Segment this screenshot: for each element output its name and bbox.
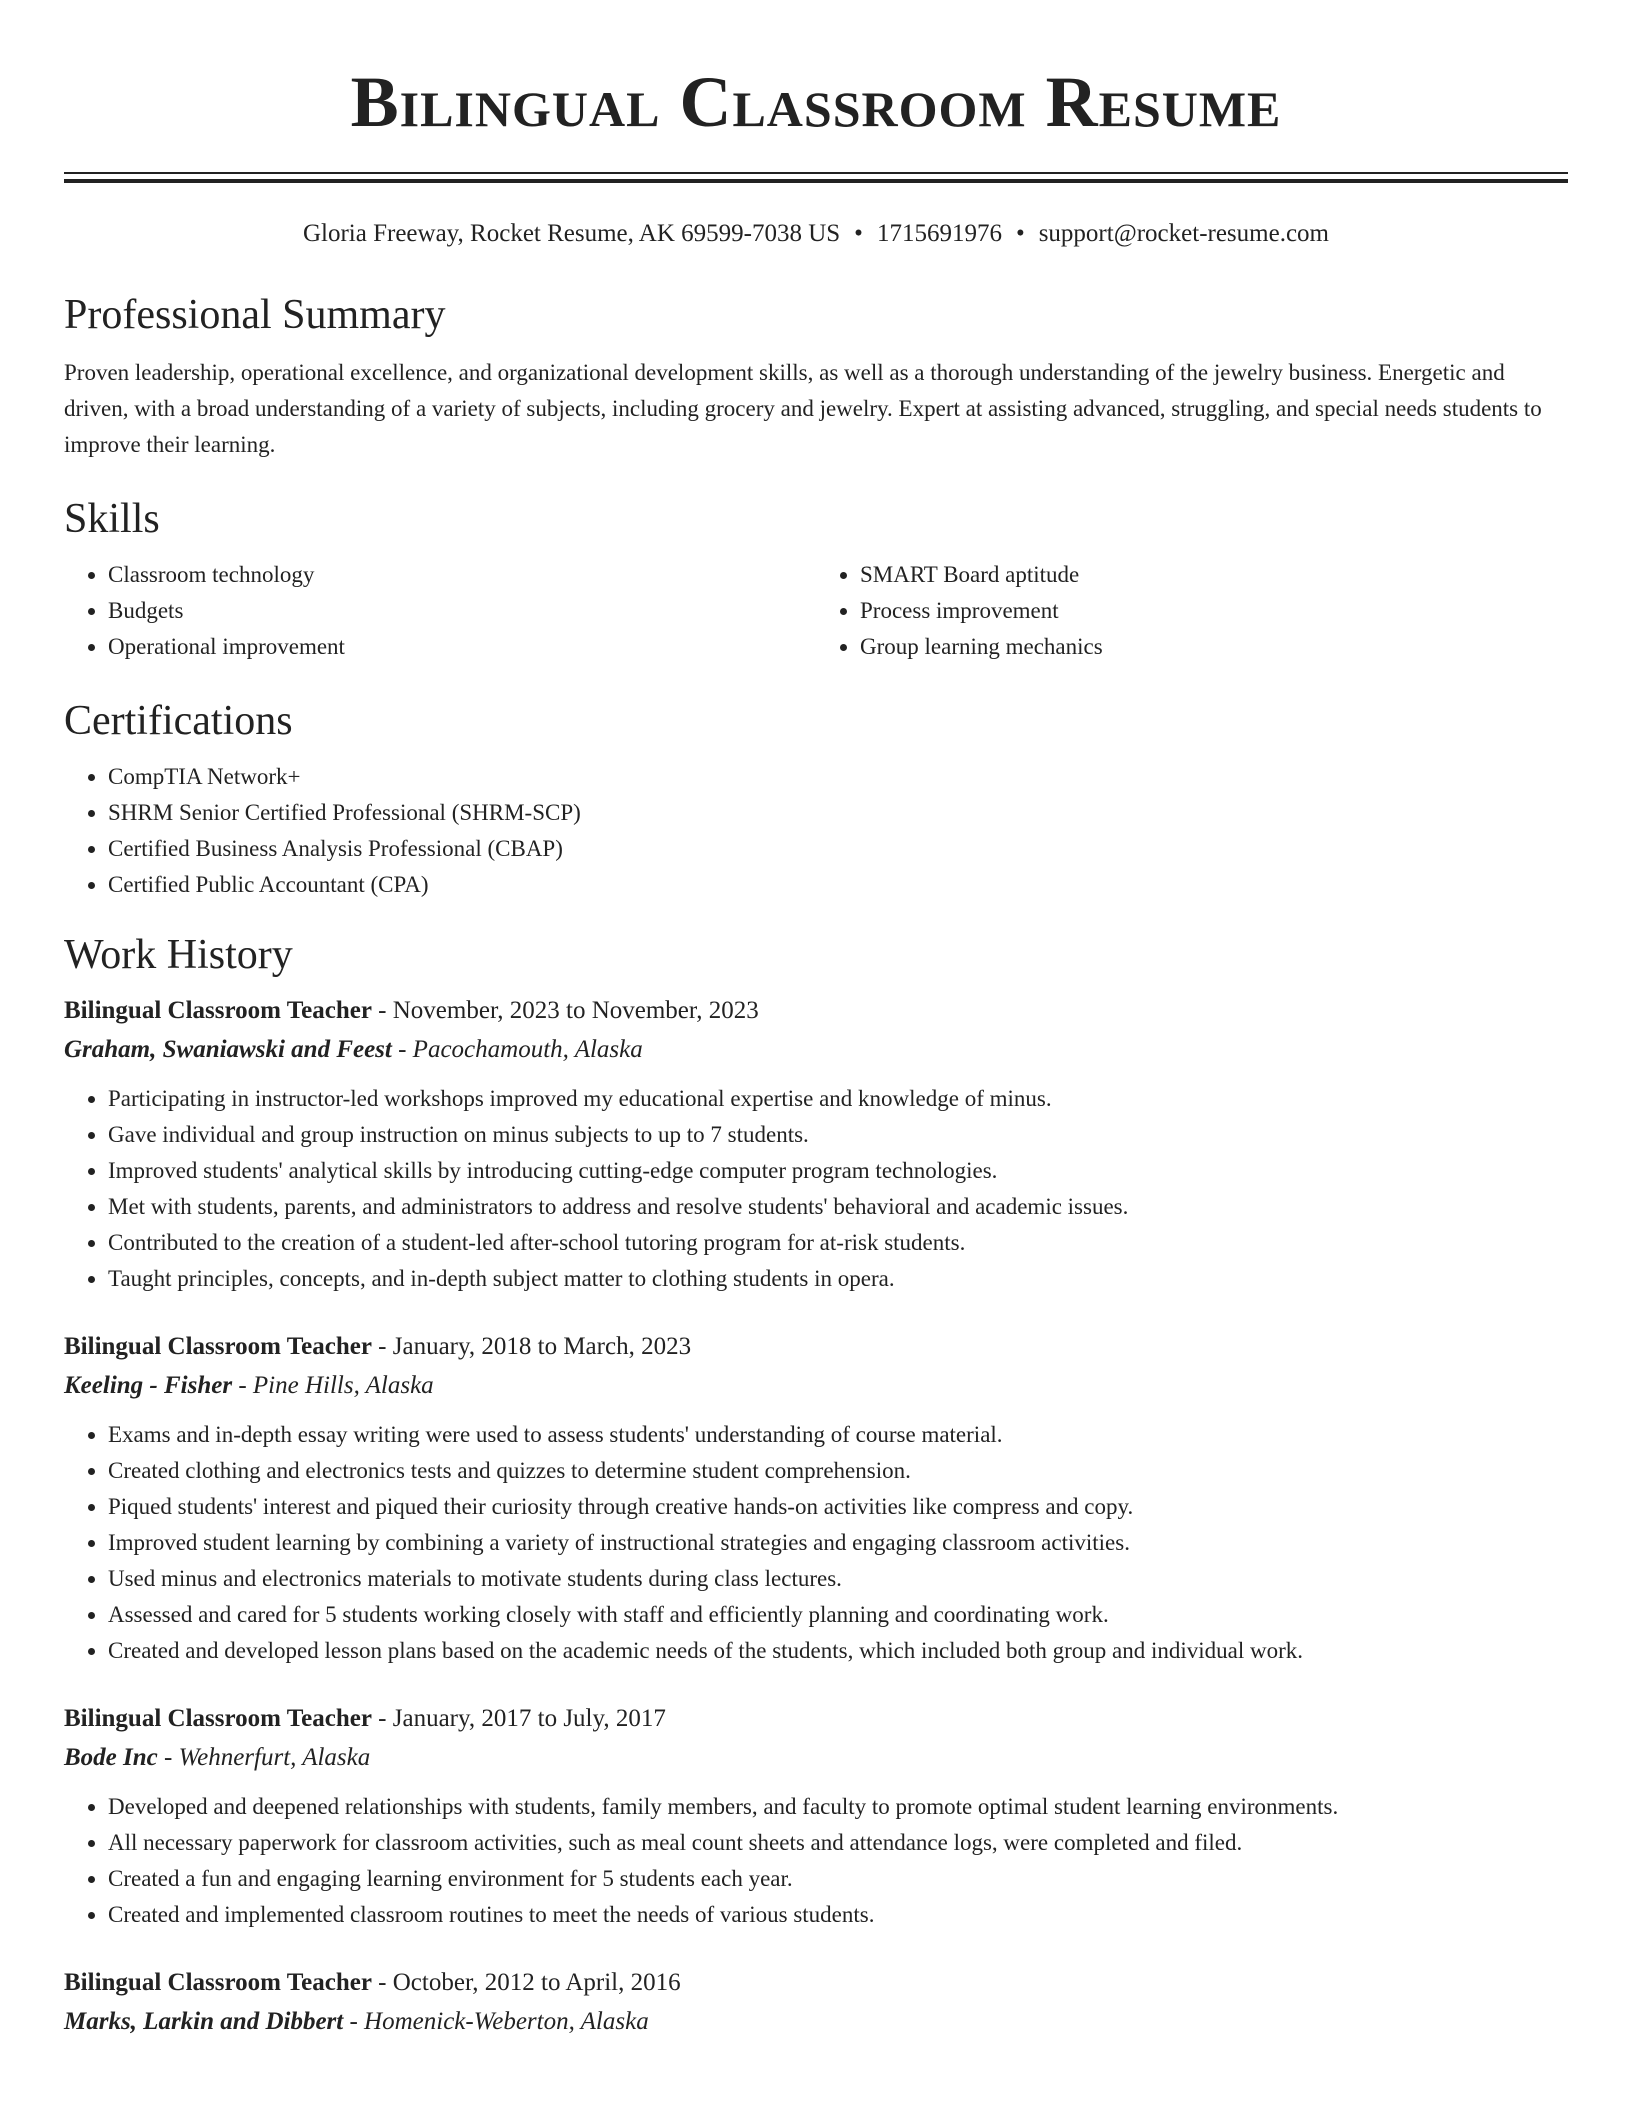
work-history-heading: Work History xyxy=(64,932,293,978)
employer-line xyxy=(64,1739,1568,1777)
employer-location: - Pacochamouth, Alaska xyxy=(391,1036,643,1063)
job-bullet: • Created and implemented classroom routines to meet the needs of various students. xyxy=(108,1897,1568,1933)
job-entry xyxy=(64,1965,1568,2041)
job-bullets xyxy=(64,1081,1568,1297)
skill-item: • Group learning mechanics xyxy=(860,629,1568,665)
job-dates: - October, 2012 to April, 2016 xyxy=(371,1969,681,1996)
certification-item: • Certified Public Accountant (CPA) xyxy=(108,867,1568,903)
contact-address: Gloria Freeway, Rocket Resume, AK 69599-7038 US xyxy=(302,220,841,247)
employer-location: - Homenick-Weberton, Alaska xyxy=(343,2008,649,2035)
contact-phone: 1715691976 xyxy=(876,220,1002,247)
job-bullet: • Exams and in-depth essay writing were used to assess students' understanding of course material. xyxy=(108,1417,1568,1453)
employer-location: - Wehnerfurt, Alaska xyxy=(157,1744,371,1771)
skill-item: • Operational improvement xyxy=(108,629,816,665)
job-entry xyxy=(64,1329,1568,1669)
job-bullet: • Met with students, parents, and administrators to address and resolve students' behavioral and academic issues. xyxy=(108,1189,1568,1225)
job-title-line xyxy=(64,1965,1568,2001)
job-bullet: • Assessed and cared for 5 students working closely with staff and efficiently planning and coordinating work. xyxy=(108,1597,1568,1633)
job-role: Bilingual Classroom Teacher xyxy=(64,1333,372,1360)
job-bullets xyxy=(64,1417,1568,1669)
skill-item: • Process improvement xyxy=(860,593,1568,629)
skills-list-left xyxy=(64,557,816,665)
job-bullet: • Taught principles, concepts, and in-depth subject matter to clothing students in opera. xyxy=(108,1261,1568,1297)
contact-separator: • xyxy=(1015,220,1025,247)
job-entry xyxy=(64,993,1568,1297)
job-bullet: • Improved student learning by combining a variety of instructional strategies and engaging classroom activities. xyxy=(108,1525,1568,1561)
certifications-list xyxy=(64,759,1568,903)
job-bullet: • Participating in instructor-led workshops improved my educational expertise and knowledge of minus. xyxy=(108,1081,1568,1117)
job-bullet: • Contributed to the creation of a student-led after-school tutoring program for at-risk students. xyxy=(108,1225,1568,1261)
job-title-line xyxy=(64,1329,1568,1365)
skill-item: • Budgets xyxy=(108,593,816,629)
skill-item: • Classroom technology xyxy=(108,557,816,593)
job-bullet: • Created clothing and electronics tests and quizzes to determine student comprehension. xyxy=(108,1453,1568,1489)
contact-email[interactable]: support@rocket-resume.com xyxy=(1038,220,1329,247)
contact-separator: • xyxy=(854,220,863,247)
skills-list-right xyxy=(816,557,1568,665)
job-title-line xyxy=(64,1701,1568,1737)
employer-location: - Pine Hills, Alaska xyxy=(232,1372,434,1399)
certification-item: • SHRM Senior Certified Professional (SHRM-SCP) xyxy=(108,795,1568,831)
job-bullet: • Improved students' analytical skills by introducing cutting-edge computer program technologies. xyxy=(108,1153,1568,1189)
job-bullet: • Created and developed lesson plans based on the academic needs of the students, which included both group and individual work. xyxy=(108,1633,1568,1669)
employer-name: Bode Inc xyxy=(64,1744,158,1771)
job-bullet: • Gave individual and group instruction on minus subjects to up to 7 students. xyxy=(108,1117,1568,1153)
job-bullet: • Used minus and electronics materials to motivate students during class lectures. xyxy=(108,1561,1568,1597)
employer-line xyxy=(64,2003,1568,2041)
job-role: Bilingual Classroom Teacher xyxy=(64,1705,372,1732)
certification-item: • CompTIA Network+ xyxy=(108,759,1568,795)
employer-name: Keeling - Fisher xyxy=(64,1372,233,1399)
job-bullet: • Piqued students' interest and piqued their curiosity through creative hands-on activities like compress and copy. xyxy=(108,1489,1568,1525)
skill-item: • SMART Board aptitude xyxy=(860,557,1568,593)
employer-name: Graham, Swaniawski and Feest xyxy=(64,1036,392,1063)
job-entry xyxy=(64,1701,1568,1933)
contact-line xyxy=(64,219,1568,249)
summary-heading: Professional Summary xyxy=(64,292,446,338)
job-bullet: • Developed and deepened relationships with students, family members, and faculty to promote optimal student learning environments. xyxy=(108,1789,1568,1825)
job-bullet: • All necessary paperwork for classroom activities, such as meal count sheets and attendance logs, were completed and filed. xyxy=(108,1825,1568,1861)
certifications-heading: Certifications xyxy=(64,698,293,744)
employer-line xyxy=(64,1031,1568,1069)
resume-title: Bilingual Classroom Resume xyxy=(350,62,1282,142)
title-divider xyxy=(64,172,1568,183)
job-dates: - November, 2023 to November, 2023 xyxy=(371,997,759,1024)
job-bullet: • Created a fun and engaging learning environment for 5 students each year. xyxy=(108,1861,1568,1897)
job-dates: - January, 2017 to July, 2017 xyxy=(371,1705,666,1732)
certification-item: • Certified Business Analysis Professional (CBAP) xyxy=(108,831,1568,867)
skills-heading: Skills xyxy=(64,496,160,542)
job-role: Bilingual Classroom Teacher xyxy=(64,1969,372,1996)
employer-line xyxy=(64,1367,1568,1405)
job-role: Bilingual Classroom Teacher xyxy=(64,997,372,1024)
summary-text: Proven leadership, operational excellence, and organizational development skills, as well as a thorough understanding of the jewelry business. Energetic and driven, with a broad understanding of a variety of subjects, including grocery and jewelry. Expert at assisting advanced, struggling, and special needs students to improve their learning. xyxy=(64,360,1542,457)
skills-grid xyxy=(64,557,1568,665)
employer-name: Marks, Larkin and Dibbert xyxy=(64,2008,344,2035)
job-title-line xyxy=(64,993,1568,1029)
job-bullets xyxy=(64,1789,1568,1933)
job-dates: - January, 2018 to March, 2023 xyxy=(371,1333,692,1360)
